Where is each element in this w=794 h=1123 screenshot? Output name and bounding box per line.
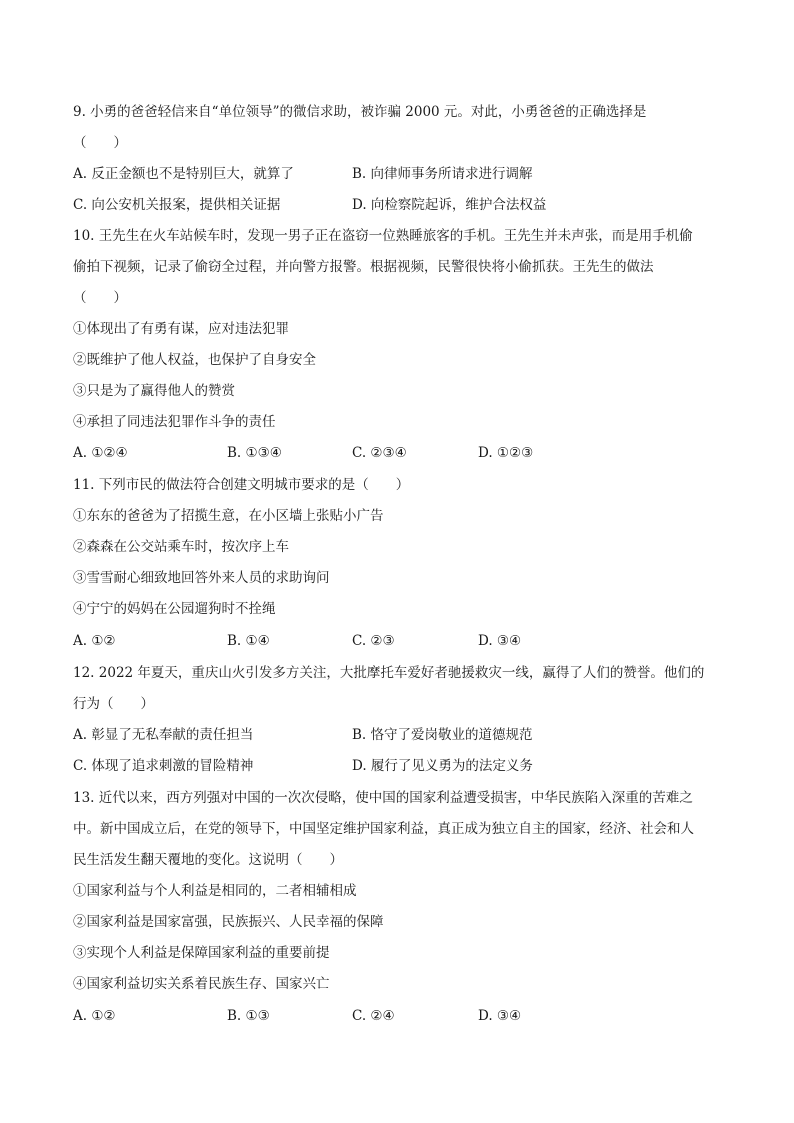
statement-item: ③实现个人利益是保障国家利益的重要前提 [73, 945, 330, 961]
statement-item: ①国家利益与个人利益是相同的，二者相辅相成 [73, 883, 357, 899]
statement-item: ④宁宁的妈妈在公园遛狗时不拴绳 [73, 601, 276, 617]
statement-item: ①东东的爸爸为了招揽生意，在小区墙上张贴小广告 [73, 508, 384, 524]
option-d: D. ③④ [478, 633, 522, 649]
option-a: A. ①② [73, 1008, 116, 1024]
question-stem-line: 13. 近代以来，西方列强对中国的一次次侵略，使中国的国家利益遭受损害，中华民族陷入深重的苦难之 [73, 790, 693, 806]
option-d: D. ①②③ [478, 445, 534, 461]
option-d: D. ③④ [478, 1008, 522, 1024]
statement-item: ③雪雪耐心细致地回答外来人员的求助询问 [73, 570, 330, 586]
question-stem-line: 中。新中国成立后，在党的领导下，中国坚定维护国家利益，真正成为独立自主的国家，经济、社会和人 [73, 821, 694, 837]
option-b: B. ①③④ [227, 445, 282, 461]
option-b: B. 向律师事务所请求进行调解 [352, 166, 533, 182]
option-c: C. ②④ [352, 1008, 395, 1024]
option-d: D. 履行了见义勇为的法定义务 [352, 758, 533, 774]
option-a: A. ①②④ [73, 445, 128, 461]
option-b: B. ①③ [227, 1008, 270, 1024]
option-a: A. ①② [73, 633, 116, 649]
statement-item: ④国家利益切实关系着民族生存、国家兴亡 [73, 976, 330, 992]
statement-item: ②既维护了他人权益，也保护了自身安全 [73, 352, 316, 368]
option-b: B. 恪守了爱岗敬业的道德规范 [352, 727, 533, 743]
option-c: C. 体现了追求刺激的冒险精神 [73, 758, 254, 774]
statement-item: ④承担了同违法犯罪作斗争的责任 [73, 414, 276, 430]
question-stem-line: 10. 王先生在火车站候车时，发现一男子正在盗窃一位熟睡旅客的手机。王先生并未声张，而是用手机偷 [73, 228, 693, 244]
statement-item: ②国家利益是国家富强，民族振兴、人民幸福的保障 [73, 914, 384, 930]
option-c: C. 向公安机关报案，提供相关证据 [73, 197, 281, 213]
option-a: A. 反正金额也不是特别巨大，就算了 [73, 166, 294, 182]
answer-blank: （ ） [73, 135, 127, 151]
question-stem-line: 偷拍下视频，记录了偷窃全过程，并向警方报警。根据视频，民警很快将小偷抓获。王先生的做法 [73, 259, 654, 275]
option-c: C. ②③④ [352, 445, 407, 461]
statement-item: ②森森在公交站乘车时，按次序上车 [73, 539, 289, 555]
option-c: C. ②③ [352, 633, 395, 649]
question-stem-line: 9. 小勇的爸爸轻信来自“单位领导”的微信求助，被诈骗 2000 元。对此，小勇爸爸的正确选择是 [73, 104, 647, 120]
option-a: A. 彰显了无私奉献的责任担当 [73, 727, 254, 743]
statement-item: ①体现出了有勇有谋，应对违法犯罪 [73, 321, 289, 337]
question-stem-line: 民生活发生翻天覆地的变化。这说明（ ） [73, 852, 343, 868]
question-stem-line: 11. 下列市民的做法符合创建文明城市要求的是（ ） [73, 477, 410, 493]
option-d: D. 向检察院起诉，维护合法权益 [352, 197, 547, 213]
option-b: B. ①④ [227, 633, 270, 649]
question-stem-line: 行为（ ） [73, 696, 154, 712]
statement-item: ③只是为了赢得他人的赞赏 [73, 383, 235, 399]
question-stem-line: 12. 2022 年夏天，重庆山火引发多方关注，大批摩托车爱好者驰援救灾一线，赢得了人们的赞誉。他们的 [73, 665, 705, 681]
answer-blank: （ ） [73, 290, 127, 306]
